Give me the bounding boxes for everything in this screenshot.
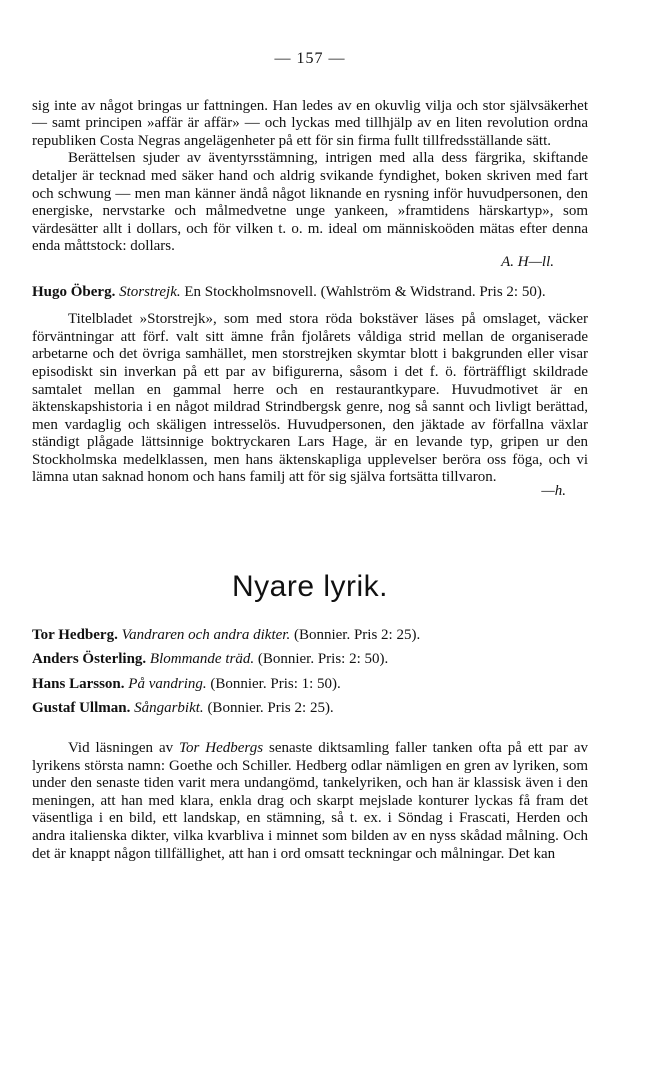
- text-run: Vid läsningen av: [68, 740, 180, 757]
- review-storstrejk: [32, 284, 588, 501]
- book-entry: [32, 284, 588, 302]
- book-title: Blommande träd.: [149, 651, 255, 668]
- book-title: Storstrejk.: [119, 283, 181, 300]
- book-entry: [32, 651, 588, 669]
- book-entry: [32, 700, 588, 718]
- book-title: På vandring.: [128, 675, 207, 692]
- book-list: [32, 627, 588, 718]
- book-entry: [32, 627, 588, 645]
- document-page: [32, 50, 588, 863]
- book-details: (Bonnier. Pris 2: 25).: [290, 626, 421, 643]
- section-heading: Nyare lyrik.: [231, 569, 388, 603]
- book-title: Sångarbikt.: [134, 700, 204, 717]
- paragraph: Berättelsen sjuder av äventyrsstämning, intrigen med alla dess färgrika, skiftande detaljer är tecknad med säker hand och aldrig svikande fyndighet, boken skriven med fart och schwung — men man känner ändå något liknande en rysning inför huvudpersonen, den energiske, nervstarke och målmedvetne unge yankeen, »framtidens härskartyp», som värdesätter allt i dollars, och för vilken t. o. m. ideal om människoöden mätas efter denna enda måttstock: dollars.: [32, 150, 588, 255]
- book-entry: [32, 676, 588, 694]
- book-author: Anders Österling.: [32, 651, 147, 668]
- page-number: — 157 —: [274, 50, 346, 67]
- reviewer-signature: —h.: [541, 483, 566, 500]
- book-author: Hans Larsson.: [32, 675, 125, 692]
- reviewer-signature: A. H—ll.: [501, 253, 554, 270]
- book-details: (Bonnier. Pris 2: 25).: [203, 700, 334, 717]
- paragraph: [32, 740, 588, 863]
- book-details: (Bonnier. Pris: 1: 50).: [206, 675, 341, 692]
- book-author: Hugo Öberg.: [32, 283, 116, 300]
- paragraph: sig inte av något bringas ur fattningen. Han ledes av en okuvlig vilja och stor självsäkerhet — samt principen »affär är affär» — och lyckas med tillhjälp av en liten revolution ordna republiken Costa Negras angelägenheter på ett för sin firma fullt tillfredsställande sätt.: [32, 97, 588, 149]
- text-run: senaste diktsamling faller tanken ofta på ett par av lyrikens största namn: Goethe och Schiller. Hedberg odlar nämligen en gren av lyriken, som under den senaste tiden varit mera undangömd, tankelyriken, och han är klassisk även i den meningen, att han med klara, enkla drag och skarpt mejslade konturer lyckas få fram det väsentliga i en bild, ett landskap, en stämning, så t. ex. i Söndag i Frascati, Herden och andra italienska dikter, vilka kvarbliva i minnet som bilden av en nyss skådad målning. Och det är knappt någon tillfällighet, att han i ord omsatt teckningar och målningar. Det kan: [32, 740, 588, 862]
- book-details: (Bonnier. Pris: 2: 50).: [254, 651, 389, 668]
- author-name: Tor Hedbergs: [179, 740, 264, 757]
- book-author: Gustaf Ullman.: [32, 700, 131, 717]
- book-author: Tor Hedberg.: [32, 626, 118, 643]
- book-title: Vandraren och andra dikter.: [121, 626, 291, 643]
- review-storstrejk-preceding: [32, 98, 588, 272]
- paragraph: Titelbladet »Storstrejk», som med stora röda bokstäver läses på omslaget, väcker förväntningar att förf. valt sitt ämne från fjolårets våldiga strid mellan de organiserade arbetarne och det övriga samhället, men storstrejken skymtar blott i bakgrunden eller visar episodiskt sin inverkan på ett par av bifigurerna, såsom i det f. ö. förträffligt skildrade samtalet mellan en gammal herre och en restaurantkypare. Huvudmotivet är en äktenskapshistoria i en något mildrad Strindbergsk genre, nog så sannt och livligt berättad, men vardaglig och skäligen intresselös. Huvudpersonen, den jäktade av förfallna växlar ständigt plågade lättsinnige boktryckaren Lars Hage, är en levande typ, gripen ur den Stockholmska medelklassen, men hans äktenskapliga upplevelser beröra oss föga, och vi lämna utan saknad honom och hans familj att för sig själva fortsätta tillvaron.: [32, 311, 588, 486]
- book-details: En Stockholmsnovell. (Wahlström & Widstrand. Pris 2: 50).: [180, 283, 546, 300]
